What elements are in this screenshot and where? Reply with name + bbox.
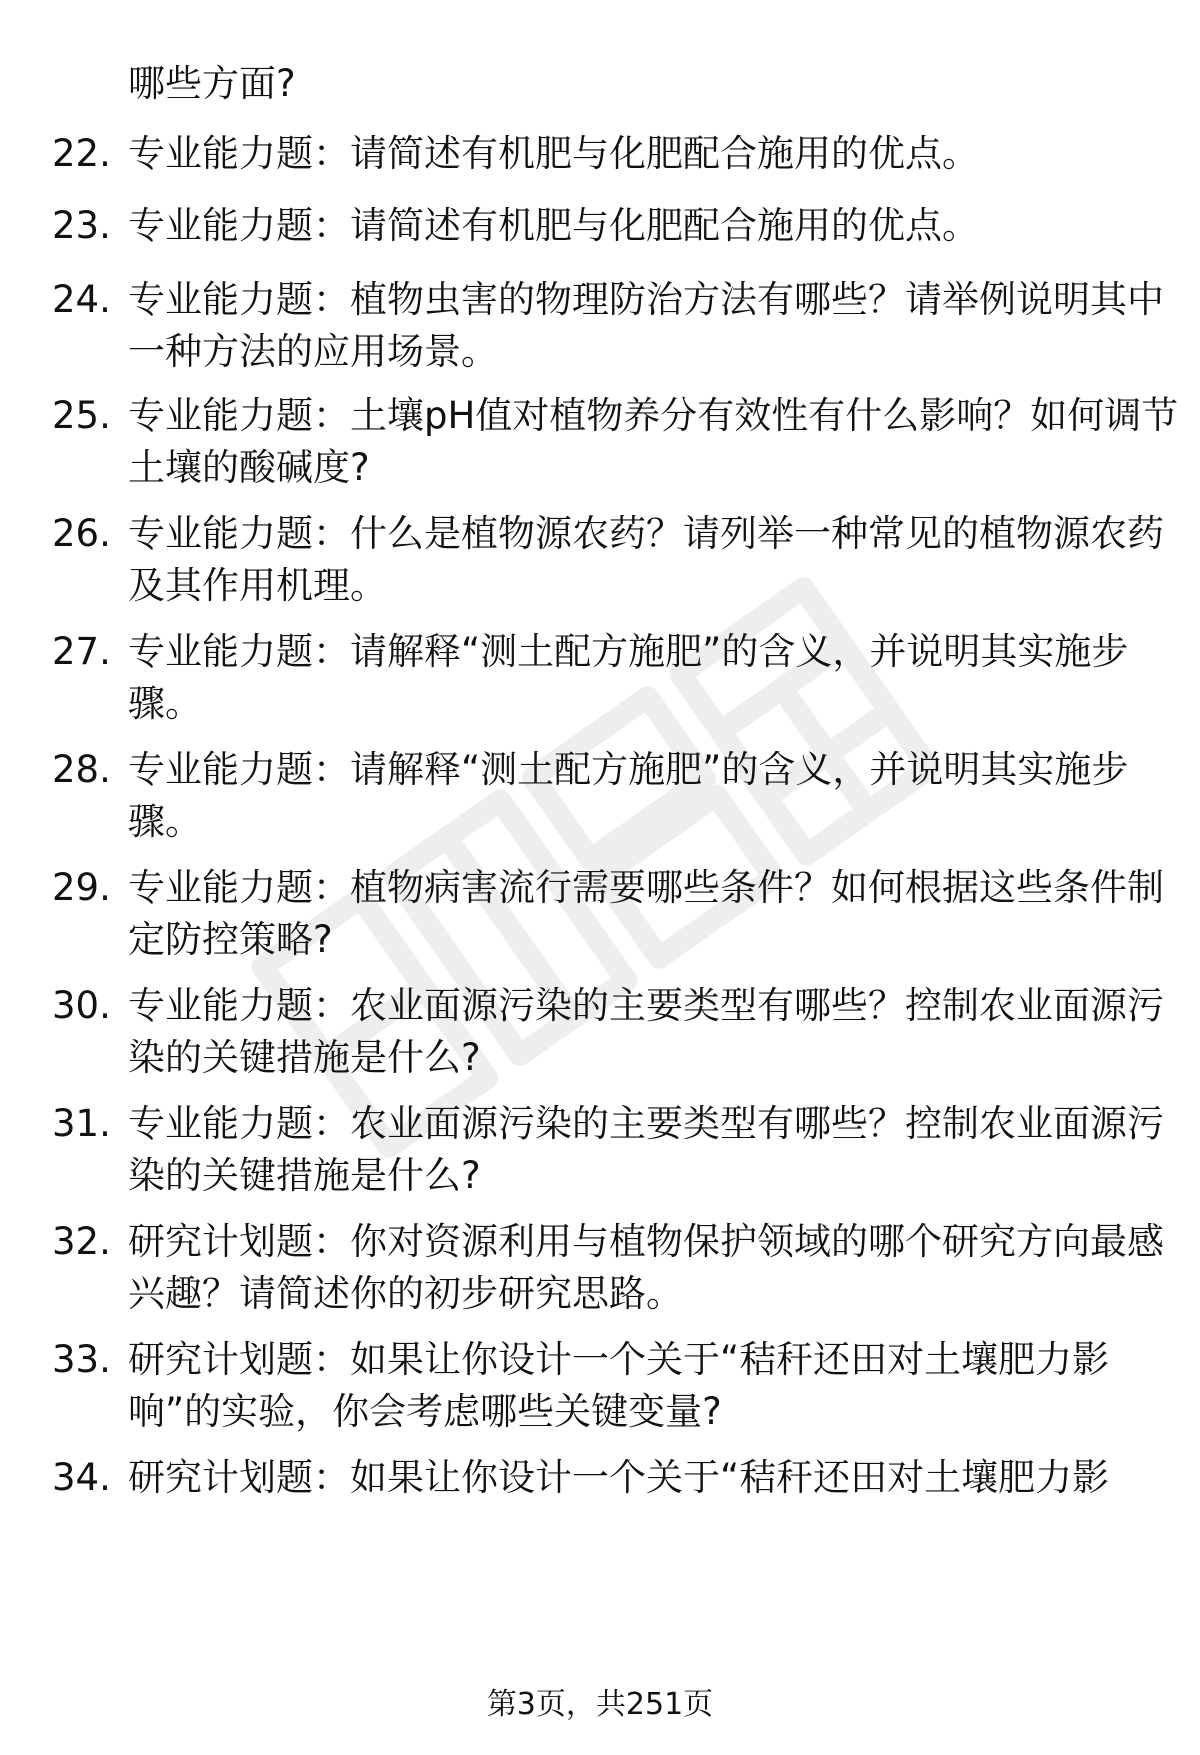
question-number: 24. <box>52 278 111 321</box>
question-line: 研究计划题：如果让你设计一个关于“秸秆还田对土壤肥力影 <box>128 1338 1110 1381</box>
question-line: 专业能力题：植物病害流行需要哪些条件？如何根据这些条件制 <box>128 866 1164 909</box>
question-line: 染的关键措施是什么? <box>128 1036 481 1079</box>
question-number: 29. <box>52 866 111 909</box>
question-number: 27. <box>52 630 111 673</box>
question-line: 骤。 <box>128 682 202 725</box>
question-line: 专业能力题：请简述有机肥与化肥配合施用的优点。 <box>128 132 979 175</box>
question-number: 34. <box>52 1456 111 1499</box>
question-text <box>128 58 1168 110</box>
question-line: 定防控策略? <box>128 918 333 961</box>
question-line: 专业能力题：农业面源污染的主要类型有哪些？控制农业面源污 <box>128 984 1164 1027</box>
question-number: 26. <box>52 512 111 555</box>
question-number: 25. <box>52 394 111 437</box>
question-text <box>128 390 1179 494</box>
question-line: 专业能力题：什么是植物源农药？请列举一种常见的植物源农药 <box>128 512 1164 555</box>
question-number: 31. <box>52 1102 111 1145</box>
question-line: 哪些方面? <box>128 62 296 105</box>
question-text <box>128 744 1168 848</box>
question-number: 23. <box>52 204 111 247</box>
question-line: 一种方法的应用场景。 <box>128 330 498 373</box>
question-number: 33. <box>52 1338 111 1381</box>
question-number: 22. <box>52 132 111 175</box>
question-text <box>128 200 1168 252</box>
question-text <box>128 508 1168 612</box>
question-line: 专业能力题：请简述有机肥与化肥配合施用的优点。 <box>128 204 979 247</box>
question-line: 研究计划题：如果让你设计一个关于“秸秆还田对土壤肥力影 <box>128 1456 1110 1499</box>
question-number: 30. <box>52 984 111 1027</box>
question-line: 土壤的酸碱度? <box>128 446 370 489</box>
question-text <box>128 1334 1168 1438</box>
question-text <box>128 1098 1168 1202</box>
question-text <box>128 980 1168 1084</box>
question-text <box>128 626 1168 730</box>
question-line: 专业能力题：植物虫害的物理防治方法有哪些？请举例说明其中 <box>128 278 1164 321</box>
question-line: 兴趣？请简述你的初步研究思路。 <box>128 1272 683 1315</box>
question-line: 专业能力题：土壤pH值对植物养分有效性有什么影响？如何调节 <box>128 394 1179 437</box>
question-line: 专业能力题：请解释“测土配方施肥”的含义，并说明其实施步 <box>128 630 1129 673</box>
question-line: 专业能力题：请解释“测土配方施肥”的含义，并说明其实施步 <box>128 748 1129 791</box>
page-number-label: 第3页，共251页 <box>486 1687 714 1722</box>
question-number: 32. <box>52 1220 111 1263</box>
page-footer <box>0 1685 1200 1725</box>
question-text <box>128 274 1168 378</box>
question-line: 及其作用机理。 <box>128 564 387 607</box>
question-line: 研究计划题：你对资源利用与植物保护领域的哪个研究方向最感 <box>128 1220 1164 1263</box>
question-line: 响”的实验，你会考虑哪些关键变量? <box>128 1390 722 1433</box>
question-line: 骤。 <box>128 800 202 843</box>
question-text <box>128 862 1168 966</box>
question-text <box>128 128 1168 180</box>
question-line: 专业能力题：农业面源污染的主要类型有哪些？控制农业面源污 <box>128 1102 1164 1145</box>
question-text <box>128 1216 1168 1320</box>
question-text <box>128 1452 1168 1504</box>
question-line: 染的关键措施是什么? <box>128 1154 481 1197</box>
question-number: 28. <box>52 748 111 791</box>
